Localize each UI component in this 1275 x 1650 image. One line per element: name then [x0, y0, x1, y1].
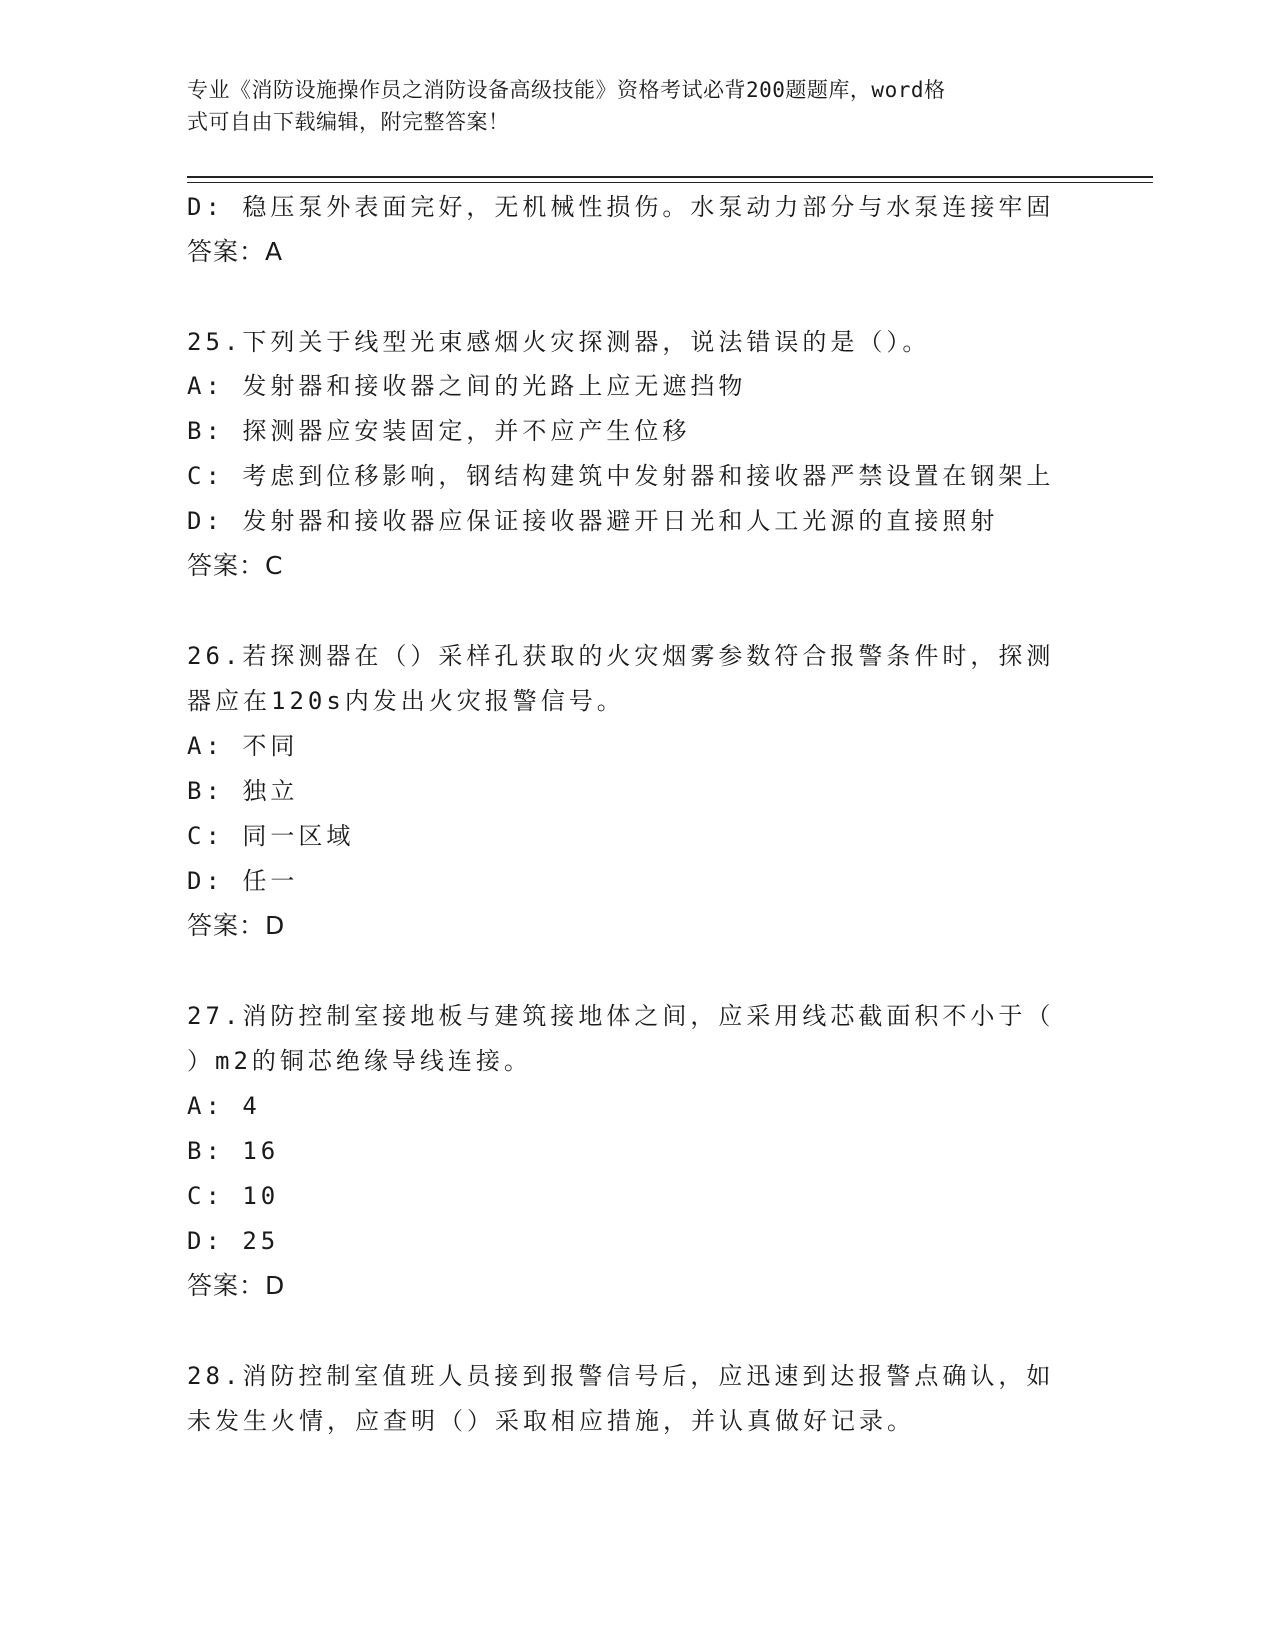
q25-option-b: B: 探测器应安装固定，并不应产生位移	[187, 417, 691, 445]
q26-stem-line-1: 26.若探测器在（）采样孔获取的火灾烟雾参数符合报警条件时，探测	[187, 642, 1055, 670]
q26-answer: 答案：D	[187, 911, 286, 940]
q26-option-d: D: 任一	[187, 867, 299, 895]
q26-option-c: C: 同一区域	[187, 822, 355, 850]
q27-answer: 答案：D	[187, 1271, 286, 1300]
header-line-2: 式可自由下载编辑，附完整答案！	[187, 110, 510, 134]
q25-answer: 答案：C	[187, 551, 284, 580]
q25-option-a: A: 发射器和接收器之间的光路上应无遮挡物	[187, 372, 747, 400]
q28-stem-line-1: 28.消防控制室值班人员接到报警信号后，应迅速到达报警点确认，如	[187, 1362, 1055, 1390]
q26-option-b: B: 独立	[187, 777, 299, 805]
prev-answer: 答案：A	[187, 237, 284, 266]
q27-option-b: B: 16	[187, 1137, 280, 1165]
header-line-1: 专业《消防设施操作员之消防设备高级技能》资格考试必背200题题库，word格	[187, 78, 946, 102]
q27-option-c: C: 10	[187, 1182, 280, 1210]
q26-option-a: A: 不同	[187, 732, 299, 760]
q27-option-d: D: 25	[187, 1227, 280, 1255]
q27-stem-line-2: ）m2的铜芯绝缘导线连接。	[187, 1047, 532, 1075]
q26-stem-line-2: 器应在120s内发出火灾报警信号。	[187, 687, 625, 715]
q27-stem-line-1: 27.消防控制室接地板与建筑接地体之间，应采用线芯截面积不小于（	[187, 1002, 1055, 1030]
q28-stem-line-2: 未发生火情，应查明（）采取相应措施，并认真做好记录。	[187, 1407, 915, 1435]
q25-option-d: D: 发射器和接收器应保证接收器避开日光和人工光源的直接照射	[187, 507, 999, 535]
q25-option-c: C: 考虑到位移影响，钢结构建筑中发射器和接收器严禁设置在钢架上	[187, 462, 1055, 490]
document-header	[187, 74, 1067, 138]
header-rule-thin	[187, 182, 1153, 183]
prev-option-d: D: 稳压泵外表面完好，无机械性损伤。水泵动力部分与水泵连接牢固	[187, 193, 1055, 221]
q27-option-a: A: 4	[187, 1092, 261, 1120]
header-rule-thick	[187, 176, 1153, 178]
q25-stem: 25.下列关于线型光束感烟火灾探测器，说法错误的是（）。	[187, 328, 931, 356]
